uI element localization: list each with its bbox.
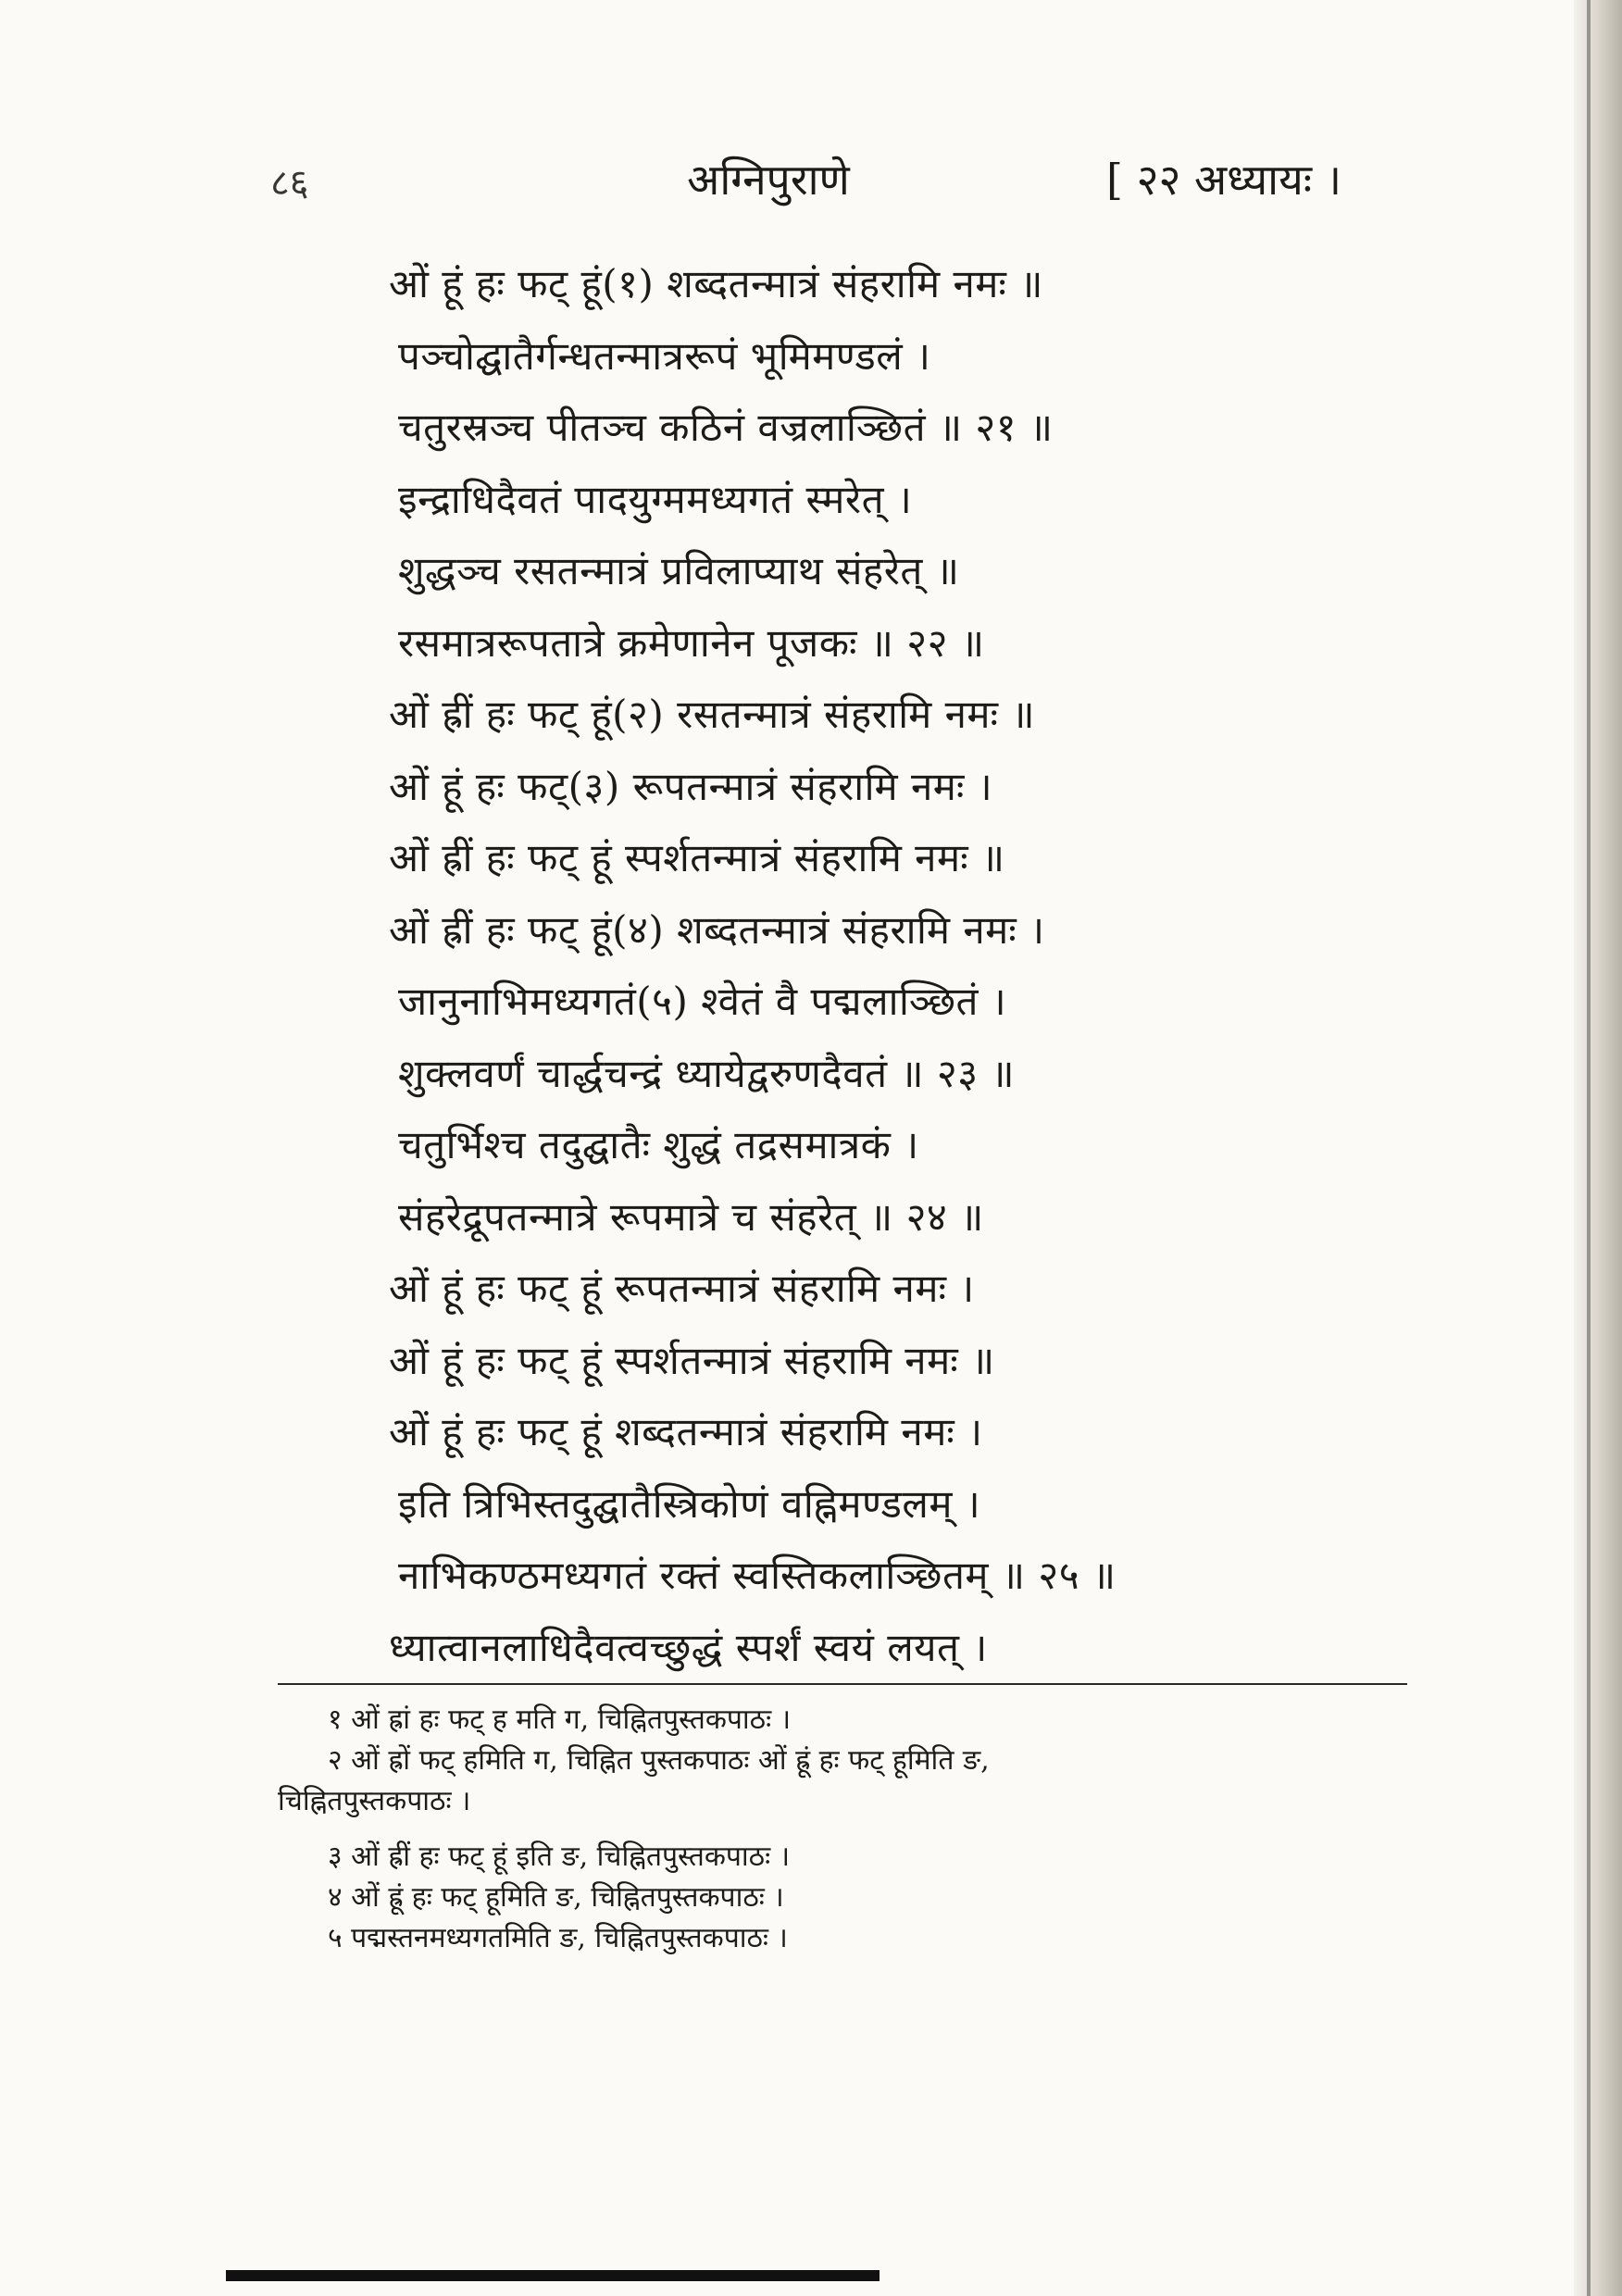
footnotes-block bbox=[278, 1700, 1407, 1959]
footnote: ५ पद्मस्तनमध्यगतमिति ङ, चिह्नितपुस्तकपाठः । bbox=[328, 1922, 788, 1954]
footnote: १ ओं ह्रां हः फट् ह मति ग, चिह्नितपुस्तकपाठः । bbox=[328, 1703, 792, 1736]
verse-line: ओं हूं हः फट् हूं रूपतन्मात्रं संहरामि नमः । bbox=[389, 1266, 975, 1311]
footnote: २ ओं ह्रों फट् हमिति ग, चिह्नित पुस्तकपाठः ओं ह्रूं हः फट् हूमिति ङ, bbox=[328, 1744, 990, 1777]
verse-line: इन्द्राधिदैवतं पादयुग्ममध्यगतं स्मरेत् । bbox=[398, 476, 913, 522]
verse-line: रसमात्ररूपतात्रे क्रमेणानेन पूजकः ॥ २२ ॥ bbox=[398, 619, 985, 666]
running-title: अग्निपुराणे bbox=[687, 155, 850, 205]
verse-line: ओं हूं हः फट् हूं स्पर्शतन्मात्रं संहरामि नमः ॥ bbox=[389, 1337, 995, 1383]
verse-line: जानुनाभिमध्यगतं(५) श्वेतं वै पद्मलाञ्छितं । bbox=[398, 979, 1007, 1024]
verse-line: ध्यात्वानलाधिदैवत्वच्छुद्धं स्पर्शं स्वयं लयत् । bbox=[389, 1624, 988, 1670]
page-bottom-bar bbox=[226, 2270, 880, 2281]
verse-line: ओं हूं हः फट् हूं शब्दतन्मात्रं संहरामि नमः । bbox=[389, 1409, 983, 1454]
footnote-divider bbox=[278, 1683, 1407, 1685]
footnote: ४ ओं ह्रूं हः फट् हूमिति ङ, चिह्नितपुस्तकपाठः । bbox=[328, 1881, 784, 1914]
page-number: ८६ bbox=[270, 162, 309, 205]
verse-line: ओं ह्रीं हः फट् हूं स्पर्शतन्मात्रं संहरामि नमः ॥ bbox=[389, 835, 1005, 880]
verse-line: ओं हूं हः फट् हूं(१) शब्दतन्मात्रं संहरामि नमः ॥ bbox=[389, 261, 1043, 306]
verse-line: ओं हूं हः फट्(३) रूपतन्मात्रं संहरामि नमः । bbox=[389, 763, 993, 809]
verse-line: चतुरस्रञ्च पीतञ्च कठिनं वज्रलाञ्छितं ॥ २१ ॥ bbox=[398, 405, 1054, 450]
verse-line: नाभिकण्ठमध्यगतं रक्तं स्वस्तिकलाञ्छितम् ॥ २५ ॥ bbox=[398, 1553, 1117, 1598]
verse-line: चतुर्भिश्च तदुद्घातैः शुद्धं तद्रसमात्रकं । bbox=[398, 1122, 919, 1167]
verse-line: इति त्रिभिस्तदुद्घातैस्त्रिकोणं वह्निमण्डलम् । bbox=[398, 1480, 981, 1527]
footnote-continuation: चिह्नितपुस्तकपाठः । bbox=[278, 1785, 471, 1817]
page-edge-shadow bbox=[1574, 0, 1622, 2296]
verse-line: ओं ह्रीं हः फट् हूं(४) शब्दतन्मात्रं संहरामि नमः । bbox=[389, 906, 1045, 953]
page-edge-line bbox=[1587, 0, 1591, 2296]
chapter-label: [ २२ अध्यायः । bbox=[1106, 155, 1342, 205]
page-header bbox=[0, 146, 1622, 220]
verse-line: संहरेद्रूपतन्मात्रे रूपमात्रे च संहरेत् ॥ २४ ॥ bbox=[398, 1193, 984, 1240]
verse-line: शुद्धञ्च रसतन्मात्रं प्रविलाप्याथ संहरेत् ॥ bbox=[398, 548, 960, 593]
verse-line: ओं ह्रीं हः फट् हूं(२) रसतन्मात्रं संहरामि नमः ॥ bbox=[389, 692, 1036, 737]
verse-line: पञ्चोद्घातैर्गन्धतन्मात्ररूपं भूमिमण्डलं । bbox=[398, 332, 931, 379]
footnote: ३ ओं ह्रीं हः फट् हूं इति ङ, चिह्नितपुस्तकपाठः । bbox=[328, 1841, 791, 1873]
verse-text-block bbox=[389, 248, 1315, 1683]
verse-line: शुक्लवर्णं चार्द्धचन्द्रं ध्यायेद्वरुणदैवतं ॥ २३ ॥ bbox=[398, 1050, 1016, 1096]
